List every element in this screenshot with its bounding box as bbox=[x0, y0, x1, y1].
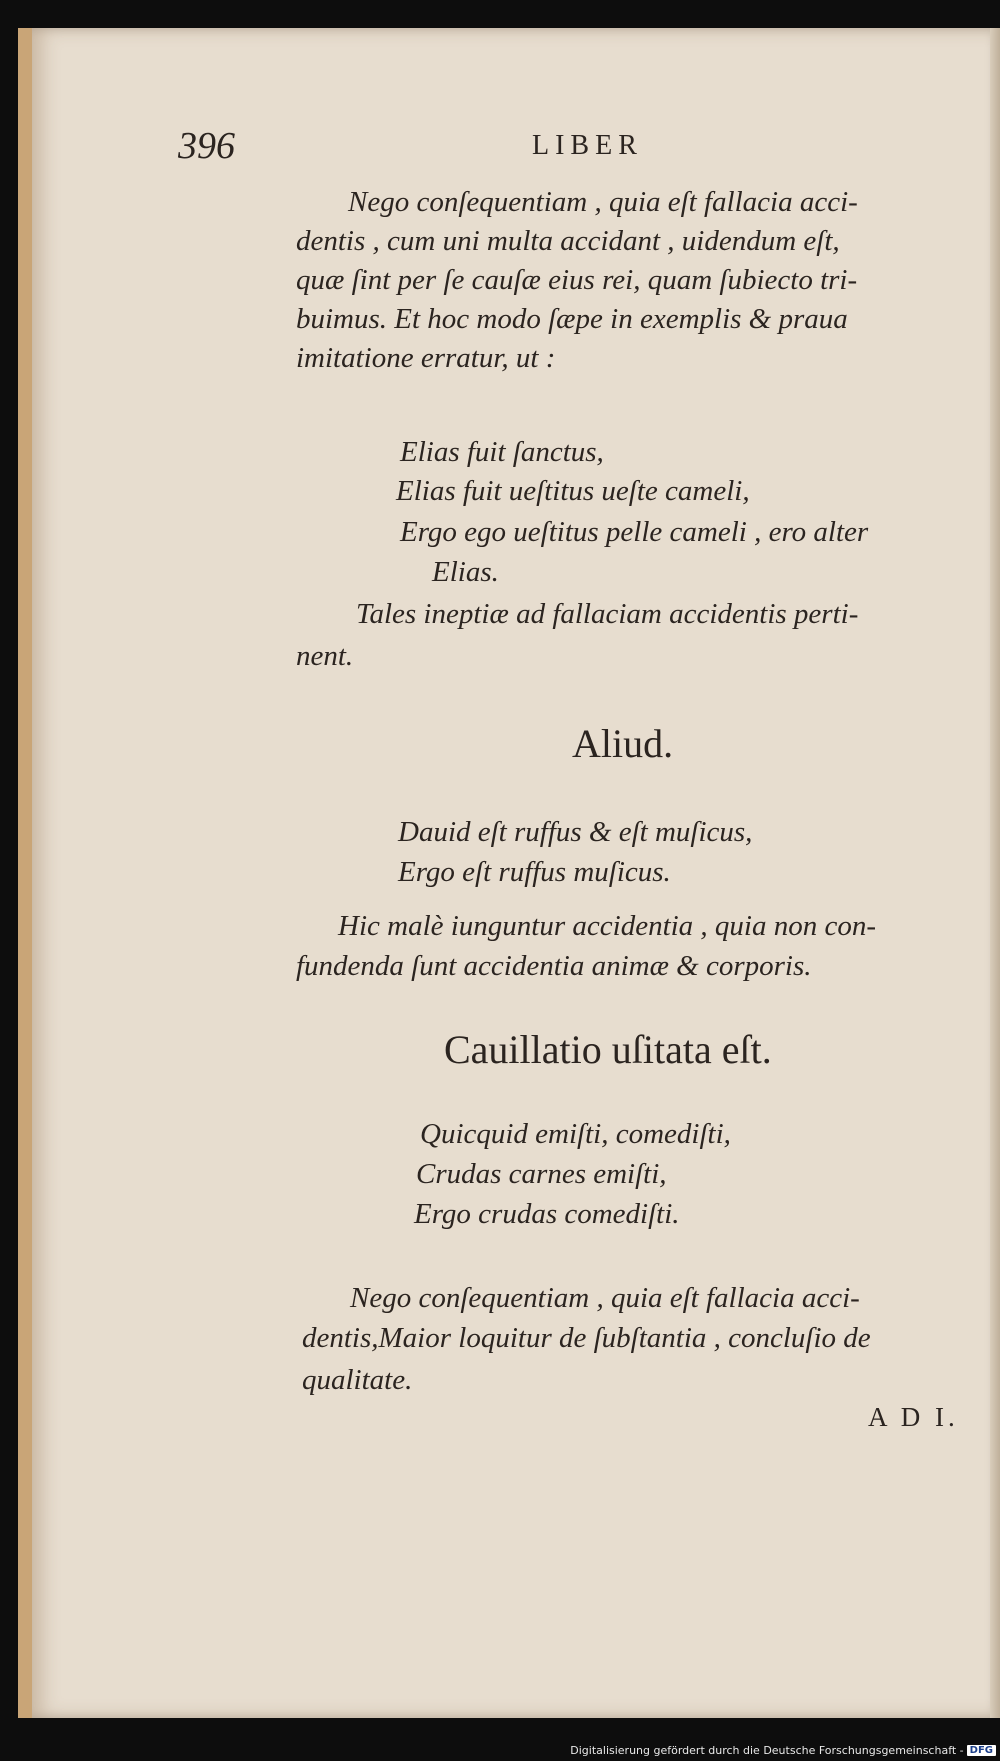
text-line: quæ ſint per ſe cauſæ eius rei, quam ſubiecto tri- bbox=[296, 264, 858, 296]
section-heading: Cauillatio uſitata eſt. bbox=[444, 1027, 772, 1072]
running-head: LIBER bbox=[532, 130, 643, 161]
text-line: dentis,Maior loquitur de ſubſtantia , concluſio de bbox=[302, 1322, 871, 1354]
credit-text: Digitalisierung gefördert durch die Deutsche Forschungsgemeinschaft - bbox=[570, 1744, 964, 1757]
catchword: A D I. bbox=[868, 1402, 959, 1432]
text-line: Nego conſequentiam , quia eſt fallacia acci- bbox=[348, 186, 858, 218]
syllogism-line: Elias fuit ueſtitus ueſte cameli, bbox=[396, 475, 750, 507]
syllogism-line: Dauid eſt ruffus & eſt muſicus, bbox=[398, 816, 753, 848]
syllogism-line: Quicquid emiſti, comediſti, bbox=[420, 1118, 731, 1150]
text-line: Hic malè iunguntur accidentia , quia non con- bbox=[338, 910, 877, 942]
text-line: imitatione erratur, ut : bbox=[296, 342, 556, 374]
syllogism-line: Ergo eſt ruffus muſicus. bbox=[398, 856, 671, 888]
dfg-logo-icon: DFG bbox=[967, 1745, 996, 1756]
text-line: Tales ineptiæ ad fallaciam accidentis perti- bbox=[356, 598, 859, 630]
section-heading: Aliud. bbox=[572, 721, 674, 766]
syllogism-line: Crudas carnes emiſti, bbox=[416, 1158, 667, 1190]
page-number: 396 bbox=[178, 125, 235, 167]
text-line: fundenda ſunt accidentia animæ & corporis. bbox=[296, 950, 812, 982]
text-line: qualitate. bbox=[302, 1364, 413, 1396]
text-line: Nego conſequentiam , quia eſt fallacia acci- bbox=[350, 1282, 860, 1314]
text-line: dentis , cum uni multa accidant , uidendum eſt, bbox=[296, 225, 840, 257]
text-line: buimus. Et hoc modo ſæpe in exemplis & praua bbox=[296, 303, 848, 335]
text-line: nent. bbox=[296, 640, 354, 672]
syllogism-line: Ergo ego ueſtitus pelle cameli , ero alter bbox=[400, 516, 869, 548]
digitization-credit bbox=[570, 1744, 996, 1757]
syllogism-line: Elias. bbox=[432, 556, 499, 588]
syllogism-line: Ergo crudas comediſti. bbox=[414, 1198, 680, 1230]
syllogism-line: Elias fuit ſanctus, bbox=[400, 436, 604, 468]
page-edge bbox=[990, 28, 1000, 1718]
